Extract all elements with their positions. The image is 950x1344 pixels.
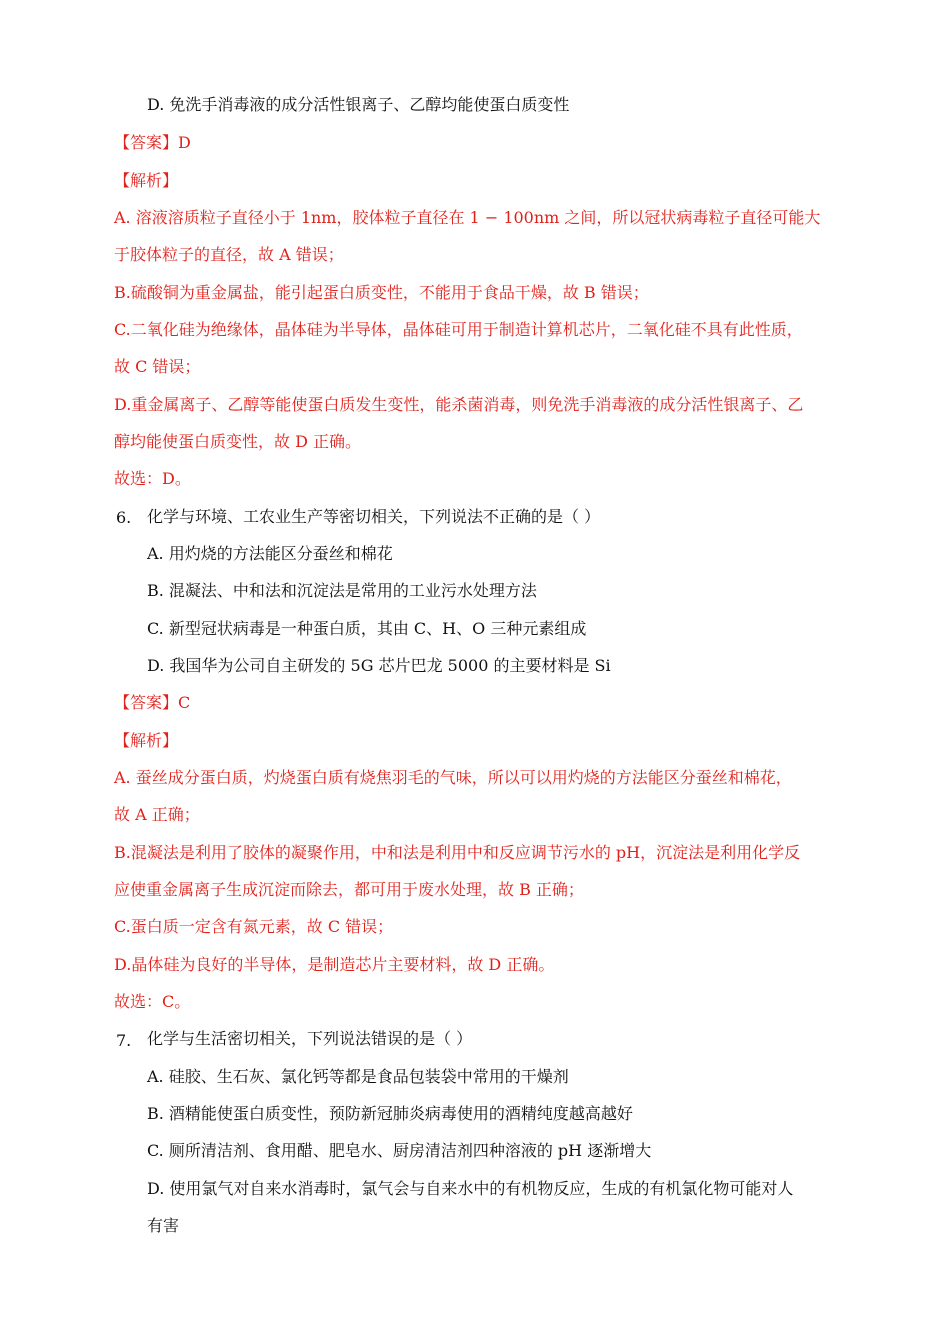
q6-option-a: A. 用灼烧的方法能区分蚕丝和棉花 bbox=[147, 544, 393, 563]
q5-option-d: D. 免洗手消毒液的成分活性银离子、乙醇均能使蛋白质变性 bbox=[147, 95, 570, 114]
q7-option-c: C. 厕所清洁剂、食用醋、肥皂水、厨房清洁剂四种溶液的 pH 逐渐增大 bbox=[147, 1141, 652, 1160]
q6-analysis-label: 【解析】 bbox=[114, 731, 179, 750]
q5-analysis-line: D.重金属离子、乙醇等能使蛋白质发生变性，能杀菌消毒，则免洗手消毒液的成分活性银离子、乙 bbox=[114, 395, 804, 414]
q5-analysis-label: 【解析】 bbox=[114, 171, 179, 190]
q6-option-c: C. 新型冠状病毒是一种蛋白质，其由 C、H、O 三种元素组成 bbox=[147, 619, 587, 638]
q6-analysis-line: A. 蚕丝成分蛋白质，灼烧蛋白质有烧焦羽毛的气味，所以可以用灼烧的方法能区分蚕丝和棉花， bbox=[114, 768, 792, 787]
q6-analysis-line: B.混凝法是利用了胶体的凝聚作用，中和法是利用中和反应调节污水的 pH，沉淀法是利用化学反 bbox=[114, 843, 801, 862]
q7-option-d: D. 使用氯气对自来水消毒时，氯气会与自来水中的有机物反应，生成的有机氯化物可能对人 bbox=[147, 1179, 794, 1198]
q5-analysis-line: A. 溶液溶质粒子直径小于 1nm，胶体粒子直径在 1 − 100nm 之间，所以冠状病毒粒子直径可能大 bbox=[114, 208, 821, 227]
q5-analysis-line: 醇均能使蛋白质变性，故 D 正确。 bbox=[114, 432, 362, 451]
q5-analysis-line: 故 C 错误； bbox=[114, 357, 201, 376]
q6-option-d: D. 我国华为公司自主研发的 5G 芯片巴龙 5000 的主要材料是 Si bbox=[147, 656, 611, 675]
q6-number: 6. bbox=[116, 508, 132, 527]
q6-analysis-line: 应使重金属离子生成沉淀而除去，都可用于废水处理，故 B 正确； bbox=[114, 880, 584, 899]
q7-option-d-continued: 有害 bbox=[147, 1216, 180, 1235]
q6-analysis-line: C.蛋白质一定含有氮元素，故 C 错误； bbox=[114, 917, 394, 936]
q6-answer: 【答案】C bbox=[114, 693, 191, 712]
q5-analysis-line: 于胶体粒子的直径，故 A 错误； bbox=[114, 245, 344, 264]
q5-conclusion: 故选：D。 bbox=[114, 469, 191, 488]
q5-answer: 【答案】D bbox=[114, 133, 191, 152]
q5-analysis-line: C.二氧化硅为绝缘体，晶体硅为半导体，晶体硅可用于制造计算机芯片，二氧化硅不具有此性质， bbox=[114, 320, 803, 339]
q6-option-b: B. 混凝法、中和法和沉淀法是常用的工业污水处理方法 bbox=[147, 581, 537, 600]
q6-analysis-line: D.晶体硅为良好的半导体，是制造芯片主要材料，故 D 正确。 bbox=[114, 955, 555, 974]
q7-number: 7. bbox=[116, 1031, 132, 1050]
q6-analysis-line: 故 A 正确； bbox=[114, 805, 200, 824]
q7-option-a: A. 硅胶、生石灰、氯化钙等都是食品包装袋中常用的干燥剂 bbox=[147, 1067, 569, 1086]
q6-stem: 化学与环境、工农业生产等密切相关，下列说法不正确的是（ ） bbox=[147, 507, 601, 526]
q6-conclusion: 故选：C。 bbox=[114, 992, 191, 1011]
q5-analysis-line: B.硫酸铜为重金属盐，能引起蛋白质变性，不能用于食品干燥，故 B 错误； bbox=[114, 283, 649, 302]
q7-option-b: B. 酒精能使蛋白质变性，预防新冠肺炎病毒使用的酒精纯度越高越好 bbox=[147, 1104, 633, 1123]
q7-stem: 化学与生活密切相关，下列说法错误的是（ ） bbox=[147, 1029, 473, 1048]
